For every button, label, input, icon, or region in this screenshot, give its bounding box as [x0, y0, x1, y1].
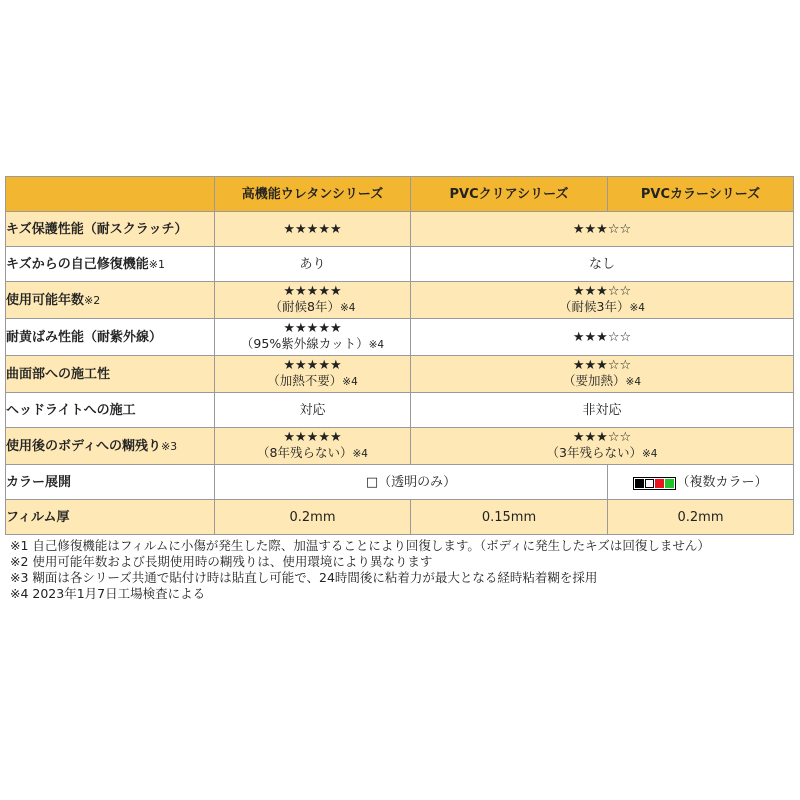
- table-row-self-healing: [6, 247, 794, 282]
- urethane-rating: ★★★★★ （8年残らない）※4: [215, 428, 411, 465]
- row-label: カラー展開: [6, 465, 215, 500]
- urethane-rating: ★★★★★ （95%紫外線カット）※4: [215, 319, 411, 356]
- row-label: キズ保護性能（耐スクラッチ）: [6, 212, 215, 247]
- footnote-1: ※1 自己修復機能はフィルムに小傷が発生した際、加温することにより回復します。（ボディに発生したキズは回復しません）: [10, 538, 710, 553]
- row-label: 使用後のボディへの糊残り※3: [6, 428, 215, 465]
- row-label: ヘッドライトへの施工: [6, 393, 215, 428]
- color-swatch-green: [665, 479, 674, 488]
- footnote-4: ※4 2023年1月7日工場検査による: [10, 586, 206, 601]
- pvc-rating: [411, 319, 794, 356]
- color-swatch-white: [645, 479, 654, 488]
- multi-color-value: [608, 465, 794, 500]
- pvc-value: なし: [411, 247, 794, 282]
- footnote-2: ※2 使用可能年数および長期使用時の糊残りは、使用環境により異なります: [10, 554, 433, 569]
- table-row-scratch-protection: [6, 212, 794, 247]
- footnotes: [10, 538, 790, 602]
- pvc-rating: ★★★☆☆ （3年残らない）※4: [411, 428, 794, 465]
- pvc-clear-thickness: 0.15mm: [411, 500, 608, 535]
- star-rating: ★★★☆☆: [572, 329, 632, 345]
- star-rating: ★★★☆☆: [572, 221, 632, 237]
- header-urethane-series: 高機能ウレタンシリーズ: [215, 177, 411, 212]
- pvc-rating: ★★★☆☆ （耐候3年）※4: [411, 282, 794, 319]
- table-row-headlight: [6, 393, 794, 428]
- urethane-rating: ★★★★★ （耐候8年）※4: [215, 282, 411, 319]
- star-rating: ★★★☆☆: [572, 430, 632, 445]
- star-rating: ★★★☆☆: [572, 358, 632, 373]
- pvc-rating: ★★★☆☆ （要加熱）※4: [411, 356, 794, 393]
- star-rating: ★★★★★: [283, 358, 342, 373]
- star-rating: ★★★★★: [283, 321, 342, 336]
- multi-color-label: （複数カラー）: [676, 474, 768, 490]
- header-pvc-clear-series: PVCクリアシリーズ: [411, 177, 608, 212]
- row-label: キズからの自己修復機能※1: [6, 247, 215, 282]
- row-label: フィルム厚: [6, 500, 215, 535]
- urethane-rating: ★★★★★ （加熱不要）※4: [215, 356, 411, 393]
- pvc-color-thickness: 0.2mm: [608, 500, 794, 535]
- table-row-usable-years: [6, 282, 794, 319]
- table-header-row: [6, 177, 794, 212]
- star-rating: ★★★★★: [283, 221, 342, 237]
- row-label: 曲面部への施工性: [6, 356, 215, 393]
- clear-only-value: □（透明のみ）: [215, 465, 608, 500]
- urethane-value: あり: [215, 247, 411, 282]
- pvc-rating: [411, 212, 794, 247]
- star-rating: ★★★☆☆: [572, 284, 632, 299]
- color-swatch-red: [655, 479, 664, 488]
- pvc-value: 非対応: [411, 393, 794, 428]
- color-swatch-black: [635, 479, 644, 488]
- urethane-value: 対応: [215, 393, 411, 428]
- row-label: 耐黄ばみ性能（耐紫外線）: [6, 319, 215, 356]
- header-pvc-color-series: PVCカラーシリーズ: [608, 177, 794, 212]
- table-row-yellowing-resistance: [6, 319, 794, 356]
- header-blank-cell: [6, 177, 215, 212]
- comparison-table: [5, 176, 794, 535]
- color-swatch-group: [633, 477, 676, 490]
- row-label: 使用可能年数※2: [6, 282, 215, 319]
- star-rating: ★★★★★: [283, 430, 342, 445]
- table-row-color-options: [6, 465, 794, 500]
- urethane-rating: [215, 212, 411, 247]
- table-row-film-thickness: [6, 500, 794, 535]
- table-row-adhesive-residue: [6, 428, 794, 465]
- star-rating: ★★★★★: [283, 284, 342, 299]
- urethane-thickness: 0.2mm: [215, 500, 411, 535]
- table-row-curved-surface: [6, 356, 794, 393]
- footnote-3: ※3 糊面は各シリーズ共通で貼付け時は貼直し可能で、24時間後に粘着力が最大となる経時粘着糊を採用: [10, 570, 598, 585]
